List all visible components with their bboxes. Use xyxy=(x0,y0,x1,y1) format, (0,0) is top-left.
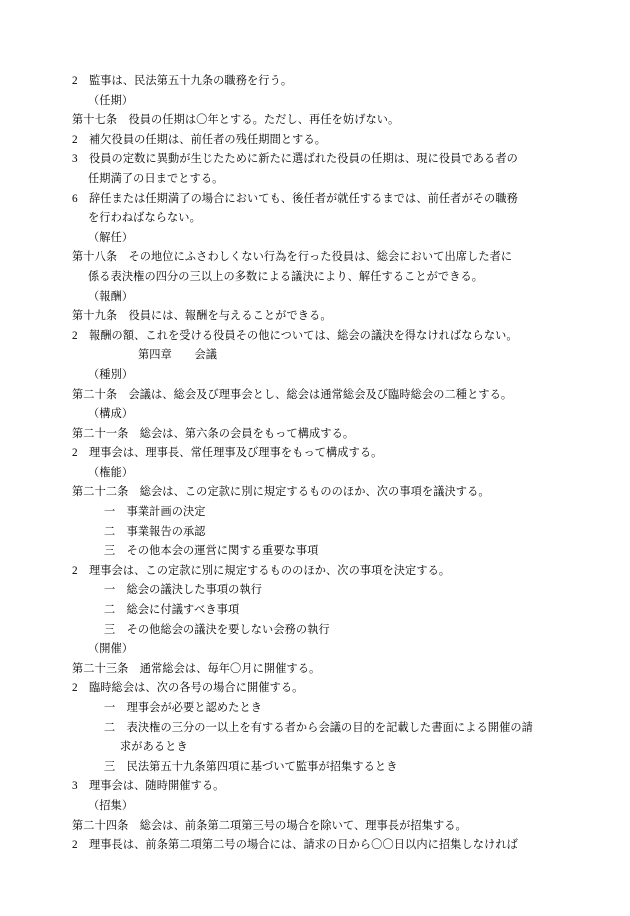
document-line: （種別） xyxy=(88,368,134,381)
document-line: 第十七条 役員の任期は〇年とする。ただし、再任を妨げない。 xyxy=(72,114,400,127)
document-line: （報酬） xyxy=(88,290,134,303)
document-chapter-heading: 第四章 会議 xyxy=(138,349,218,362)
document-list-item: 三 民法第五十九条第四項に基づいて監事が招集するとき xyxy=(104,760,398,773)
document-list-item: 一 理事会が必要と認めたとき xyxy=(104,702,263,714)
document-line: 3 役員の定数に異動が生じたために新たに選ばれた役員の任期は、現に役員である者の xyxy=(72,153,518,166)
document-line: 2 理事会は、理事長、常任理事及び理事をもって構成する。 xyxy=(72,447,383,460)
document-line: 係る表決権の四分の三以上の多数による議決により、解任することができる。 xyxy=(88,270,484,283)
document-line: 2 臨時総会は、次の各号の場合に開催する。 xyxy=(72,682,304,695)
document-line: （構成） xyxy=(88,408,134,421)
document-line: 2 理事長は、前条第二項第二号の場合には、請求の日から〇〇日以内に招集しなければ xyxy=(72,839,518,852)
document-line: （解任） xyxy=(88,231,134,244)
document-line: （権能） xyxy=(88,466,134,479)
document-line: 第二十一条 総会は、第六条の会員をもって構成する。 xyxy=(72,427,355,440)
document-line: 第二十三条 通常総会は、毎年〇月に開催する。 xyxy=(72,662,321,675)
document-line: （任期） xyxy=(88,94,134,107)
document-line: 6 辞任または任期満了の場合においても、後任者が就任するまでは、前任者がその職務 xyxy=(72,192,518,205)
document-list-item: 二 事業報告の承認 xyxy=(104,525,206,538)
document-line: 求があるとき xyxy=(120,741,188,754)
document-line: 第十八条 その地位にふさわしくない行為を行った役員は、総会において出席した者に xyxy=(72,251,513,264)
document-list-item: 三 その他総会の議決を要しない会務の執行 xyxy=(104,623,330,636)
document-line: 2 監事は、民法第五十九条の職務を行う。 xyxy=(72,75,293,87)
document-line: （開催） xyxy=(88,643,134,656)
document-line: （招集） xyxy=(88,799,134,812)
document-list-item: 一 事業計画の決定 xyxy=(104,506,206,519)
document-line: 第二十二条 総会は、この定款に別に規定するもののほか、次の事項を議決する。 xyxy=(72,486,490,499)
document-line: を行わねばならない。 xyxy=(88,212,201,225)
document-line: 任期満了の日までとする。 xyxy=(88,172,224,185)
document-line: 第十九条 役員には、報酬を与えることができる。 xyxy=(72,310,332,323)
document-list-item: 三 その他本会の運営に関する重要な事項 xyxy=(104,545,319,558)
document-list-item: 一 総会の議決した事項の執行 xyxy=(104,584,263,597)
document-line: 第二十条 会議は、総会及び理事会とし、総会は通常総会及び臨時総会の二種とする。 xyxy=(72,388,513,401)
document-line: 2 報酬の額、これを受ける役員その他については、総会の議決を得なければならない。 xyxy=(72,329,518,342)
document-list-item: 二 総会に付議すべき事項 xyxy=(104,604,240,617)
document-line: 3 理事会は、随時開催する。 xyxy=(72,780,225,793)
document-line: 2 補欠役員の任期は、前任者の残任期間とする。 xyxy=(72,133,327,146)
document-line: 第二十四条 総会は、前条第二項第三号の場合を除いて、理事長が招集する。 xyxy=(72,819,467,832)
document-line: 2 理事会は、この定款に別に規定するもののほか、次の事項を決定する。 xyxy=(72,564,451,577)
document-body xyxy=(72,72,572,856)
document-list-item: 二 表決権の三分の一以上を有する者から会議の目的を記載した書面による開催の請 xyxy=(104,721,533,734)
